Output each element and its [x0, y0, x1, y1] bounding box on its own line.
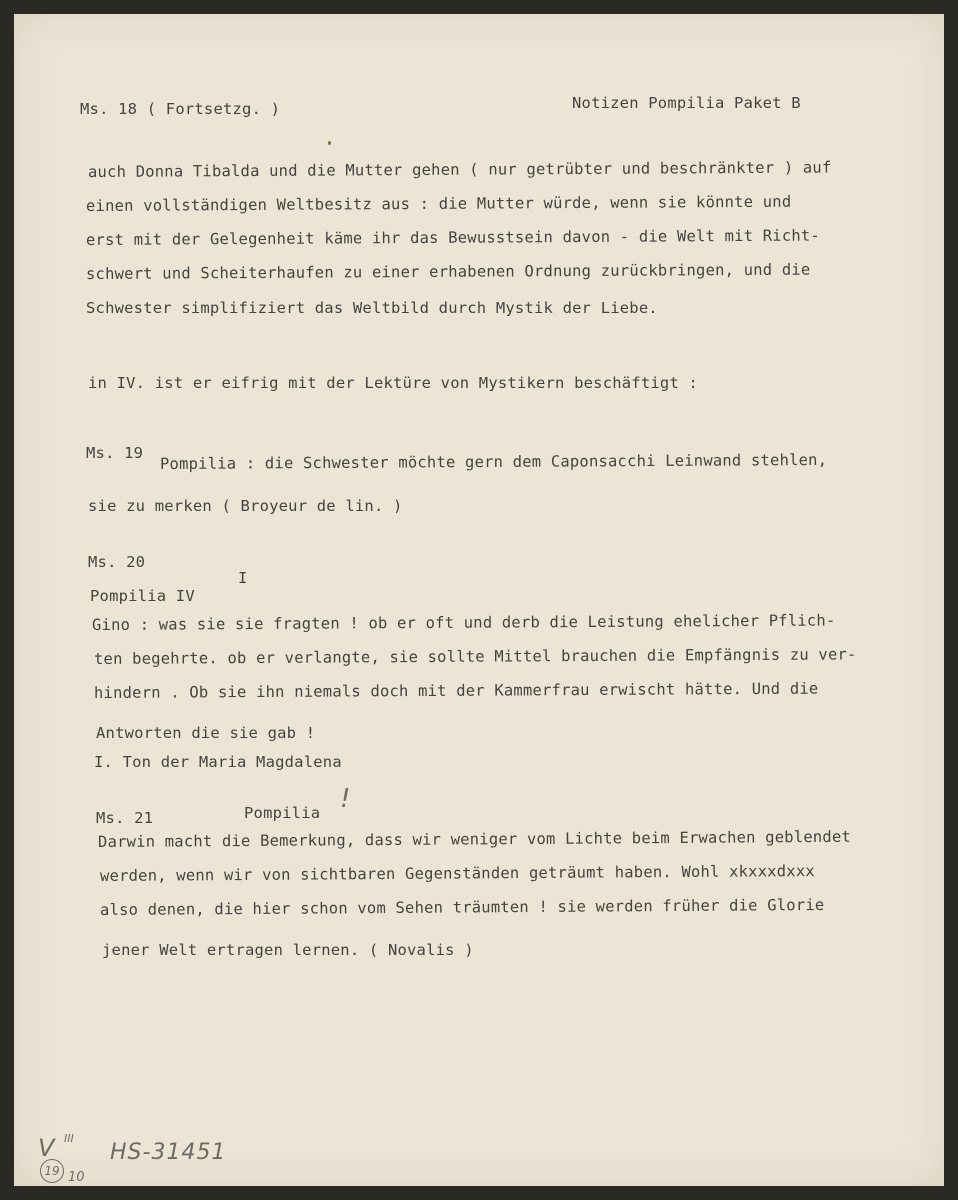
ms18-line: Schwester simplifiziert das Weltbild durch Mystik der Liebe.	[86, 299, 658, 317]
ms18-line: auch Donna Tibalda und die Mutter gehen ( nur getrübter und beschränkter ) auf	[87, 158, 832, 181]
ink-speck	[328, 141, 331, 145]
ms20-line: ten begehrte. ob er verlangte, sie sollte Mittel brauchen die Empfängnis zu ver-	[93, 645, 857, 668]
document-page	[14, 14, 944, 1186]
handwritten-exclamation: !	[340, 784, 351, 814]
volume-annotation: V	[38, 1134, 55, 1162]
ms20-line: Gino : was sie sie fragten ! ob er oft und derb die Leistung ehelicher Pflich-	[91, 611, 836, 634]
ms20-roman-insert: I	[238, 569, 248, 587]
ms19-label: Ms. 19	[86, 444, 144, 462]
ms21-line: werden, wenn wir von sichtbaren Gegenständen geträumt haben. Wohl xkxxxdxxx	[99, 862, 815, 885]
sub-number: 10	[68, 1170, 85, 1185]
ms20-line: Antworten die sie gab !	[96, 724, 316, 742]
ms19-line: sie zu merken ( Broyeur de lin. )	[88, 497, 403, 515]
circled-number: 19	[40, 1159, 64, 1183]
ms20-label: Ms. 20	[88, 553, 146, 571]
ms20-line: hindern . Ob sie ihn niemals doch mit der Kammerfrau erwischt hätte. Und die	[93, 679, 819, 702]
iv-line: in IV. ist er eifrig mit der Lektüre von Mystikern beschäftigt :	[88, 374, 699, 392]
header-left: Ms. 18 ( Fortsetzg. )	[80, 100, 281, 118]
ms21-line: jener Welt ertragen lernen. ( Novalis )	[102, 941, 474, 959]
ms18-line: einen vollständigen Weltbesitz aus : die Mutter würde, wenn sie könnte und	[85, 192, 792, 215]
header-right: Notizen Pompilia Paket B	[572, 94, 801, 112]
ms19-line: Pompilia : die Schwester möchte gern dem Caponsacchi Leinwand stehlen,	[159, 450, 828, 473]
shelfmark: HS-31451	[110, 1140, 227, 1165]
ms20-line: I. Ton der Maria Magdalena	[94, 753, 342, 771]
ms20-title: Pompilia IV	[90, 587, 195, 605]
ms21-label: Ms. 21	[96, 809, 154, 827]
volume-superscript: III	[64, 1132, 74, 1145]
ms21-line: also denen, die hier schon vom Sehen träumten ! sie werden früher die Glorie	[99, 895, 825, 919]
ms18-line: schwert und Scheiterhaufen zu einer erhabenen Ordnung zurückbringen, und die	[85, 260, 811, 283]
ms21-title: Pompilia	[244, 804, 321, 822]
ms18-line: erst mit der Gelegenheit käme ihr das Bewusstsein davon - die Welt mit Richt-	[85, 226, 820, 249]
ms21-line: Darwin macht die Bemerkung, dass wir weniger vom Lichte beim Erwachen geblendet	[97, 827, 852, 851]
